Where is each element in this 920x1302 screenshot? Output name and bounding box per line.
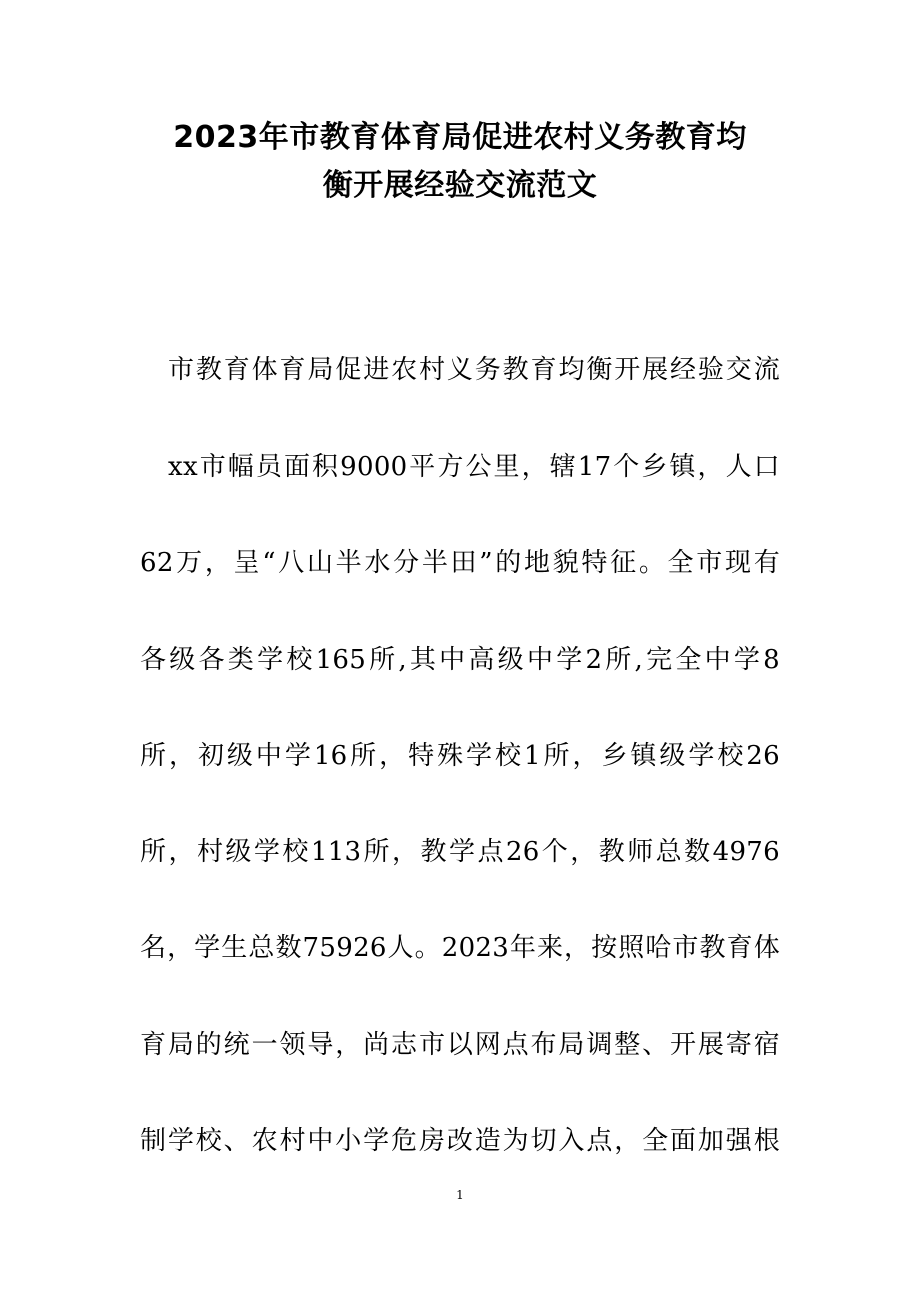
paragraph-2-line-3: 各级各类学校165所,其中高级中学2所,完全中学8	[140, 645, 780, 675]
paragraph-1-line-1: 市教育体育局促进农村义务教育均衡开展经验交流	[168, 355, 780, 385]
paragraph-2-line-4: 所，初级中学16所，特殊学校1所，乡镇级学校26	[140, 741, 780, 771]
document-title-line-1: 2023年市教育体育局促进农村义务教育均	[173, 120, 747, 155]
paragraph-2-line-8: 制学校、农村中小学危房改造为切入点，全面加强根	[140, 1126, 780, 1156]
paragraph-2-line-5: 所，村级学校113所，教学点26个，教师总数4976	[140, 837, 780, 867]
paragraph-2-line-2: 62万，呈“八山半水分半田”的地貌特征。全市现有	[140, 548, 780, 578]
paragraph-2-line-7: 育局的统一领导，尚志市以网点布局调整、开展寄宿	[140, 1030, 780, 1060]
page-number: 1	[456, 1188, 464, 1202]
paragraph-2-line-1: xx市幅员面积9000平方公里，辖17个乡镇，人口	[168, 452, 780, 482]
document-title-line-2: 衡开展经验交流范文	[322, 168, 598, 203]
paragraph-2-line-6: 名，学生总数75926人。2023年来，按照哈市教育体	[140, 933, 780, 963]
